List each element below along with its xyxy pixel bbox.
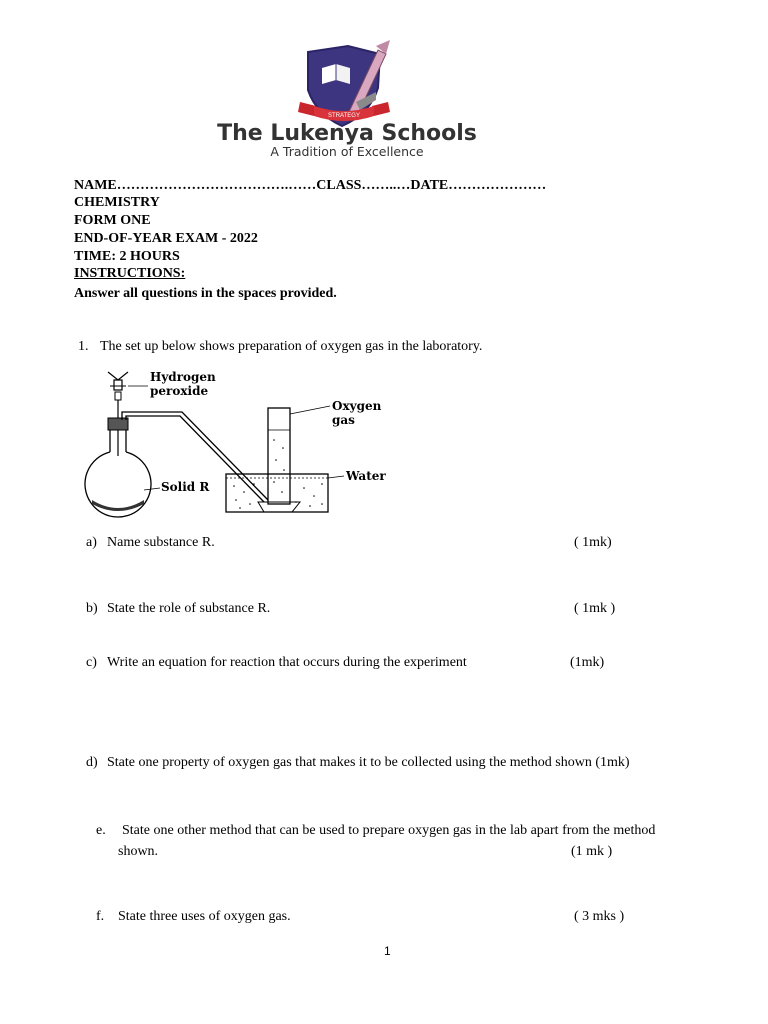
label-oxygen: Oxygen xyxy=(332,399,382,413)
part-a-marks: ( 1mk) xyxy=(574,535,612,550)
part-c-marks: (1mk) xyxy=(570,655,605,670)
instructions-heading: INSTRUCTIONS: xyxy=(74,266,186,281)
part-d-label: d) xyxy=(86,755,98,770)
part-d-text: State one property of oxygen gas that makes it to be collected using the method shown (1mk) xyxy=(107,755,630,770)
name-class-date-line: NAME……………………………….……CLASS……..…DATE………………… xyxy=(74,178,547,193)
part-e-text: State one other method that can be used to prepare oxygen gas in the lab apart from the method xyxy=(122,823,656,838)
page-number: 1 xyxy=(384,944,391,958)
label-solid-r: Solid R xyxy=(161,480,210,494)
subject-title: CHEMISTRY xyxy=(74,195,160,210)
part-f-text: State three uses of oxygen gas. xyxy=(118,909,291,924)
part-f-label: f. xyxy=(96,909,105,924)
exam-time: TIME: 2 HOURS xyxy=(74,249,180,264)
part-b-text: State the role of substance R. xyxy=(107,601,271,616)
part-e-text-continued: shown. xyxy=(118,844,159,859)
school-logo xyxy=(200,40,500,165)
part-b-marks: ( 1mk ) xyxy=(574,601,616,616)
instructions-text: Answer all questions in the spaces provided. xyxy=(74,286,337,301)
form-label: FORM ONE xyxy=(74,213,151,228)
part-e-marks: (1 mk ) xyxy=(571,844,613,859)
question-number: 1. xyxy=(78,339,89,354)
oxygen-preparation-diagram xyxy=(78,366,398,518)
part-b-label: b) xyxy=(86,601,98,616)
question-text: The set up below shows preparation of oxygen gas in the laboratory. xyxy=(100,339,483,354)
part-c-text: Write an equation for reaction that occurs during the experiment xyxy=(107,655,467,670)
label-gas: gas xyxy=(332,413,355,427)
banner-text: STRATEGY xyxy=(328,113,360,119)
part-e-label: e. xyxy=(96,823,106,838)
school-crest-icon xyxy=(200,40,500,165)
part-c-label: c) xyxy=(86,655,97,670)
label-peroxide: peroxide xyxy=(150,384,209,398)
part-f-marks: ( 3 mks ) xyxy=(574,909,625,924)
school-name: The Lukenya Schools xyxy=(217,121,477,146)
label-hydrogen: Hydrogen xyxy=(150,370,216,384)
part-a-label: a) xyxy=(86,535,97,550)
part-a-text: Name substance R. xyxy=(107,535,215,550)
exam-title: END-OF-YEAR EXAM - 2022 xyxy=(74,231,258,246)
school-motto: A Tradition of Excellence xyxy=(270,144,424,159)
label-water: Water xyxy=(346,469,386,483)
